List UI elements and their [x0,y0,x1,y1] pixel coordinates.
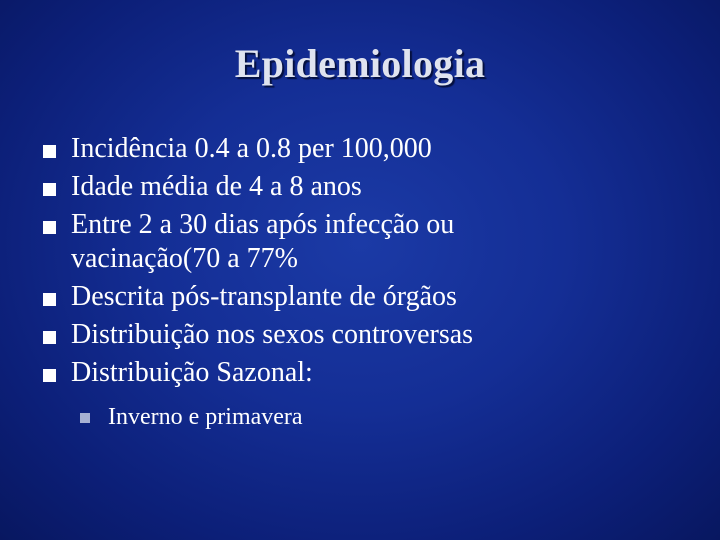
sub-bullet-text: Inverno e primavera [108,404,303,430]
bullet-text: Distribuição nos sexos controversas [71,319,474,350]
square-bullet-icon [43,145,56,158]
bullet-text: Incidência 0.4 a 0.8 per 100,000 [71,133,432,164]
bullet-text: Idade média de 4 a 8 anos [71,171,362,202]
square-sub-bullet-icon [80,413,90,423]
square-bullet-icon [43,369,56,382]
bullet-text: Descrita pós-transplante de órgãos [71,281,457,312]
square-bullet-icon [43,331,56,344]
bullet-item [0,318,571,352]
bullet-item [0,170,571,204]
bullet-text: Entre 2 a 30 dias após infecção ou vacinação(70 a 77% [71,209,455,274]
square-bullet-icon [43,293,56,306]
square-bullet-icon [43,221,56,234]
bullet-list [0,132,720,432]
sub-bullet-item [0,402,720,432]
bullet-text: Distribuição Sazonal: [71,357,313,388]
square-bullet-icon [43,183,56,196]
bullet-item [0,356,571,390]
bullet-item [0,280,571,314]
bullet-item [0,208,531,276]
bullet-item [0,132,571,166]
slide-title: Epidemiologia [234,41,486,86]
